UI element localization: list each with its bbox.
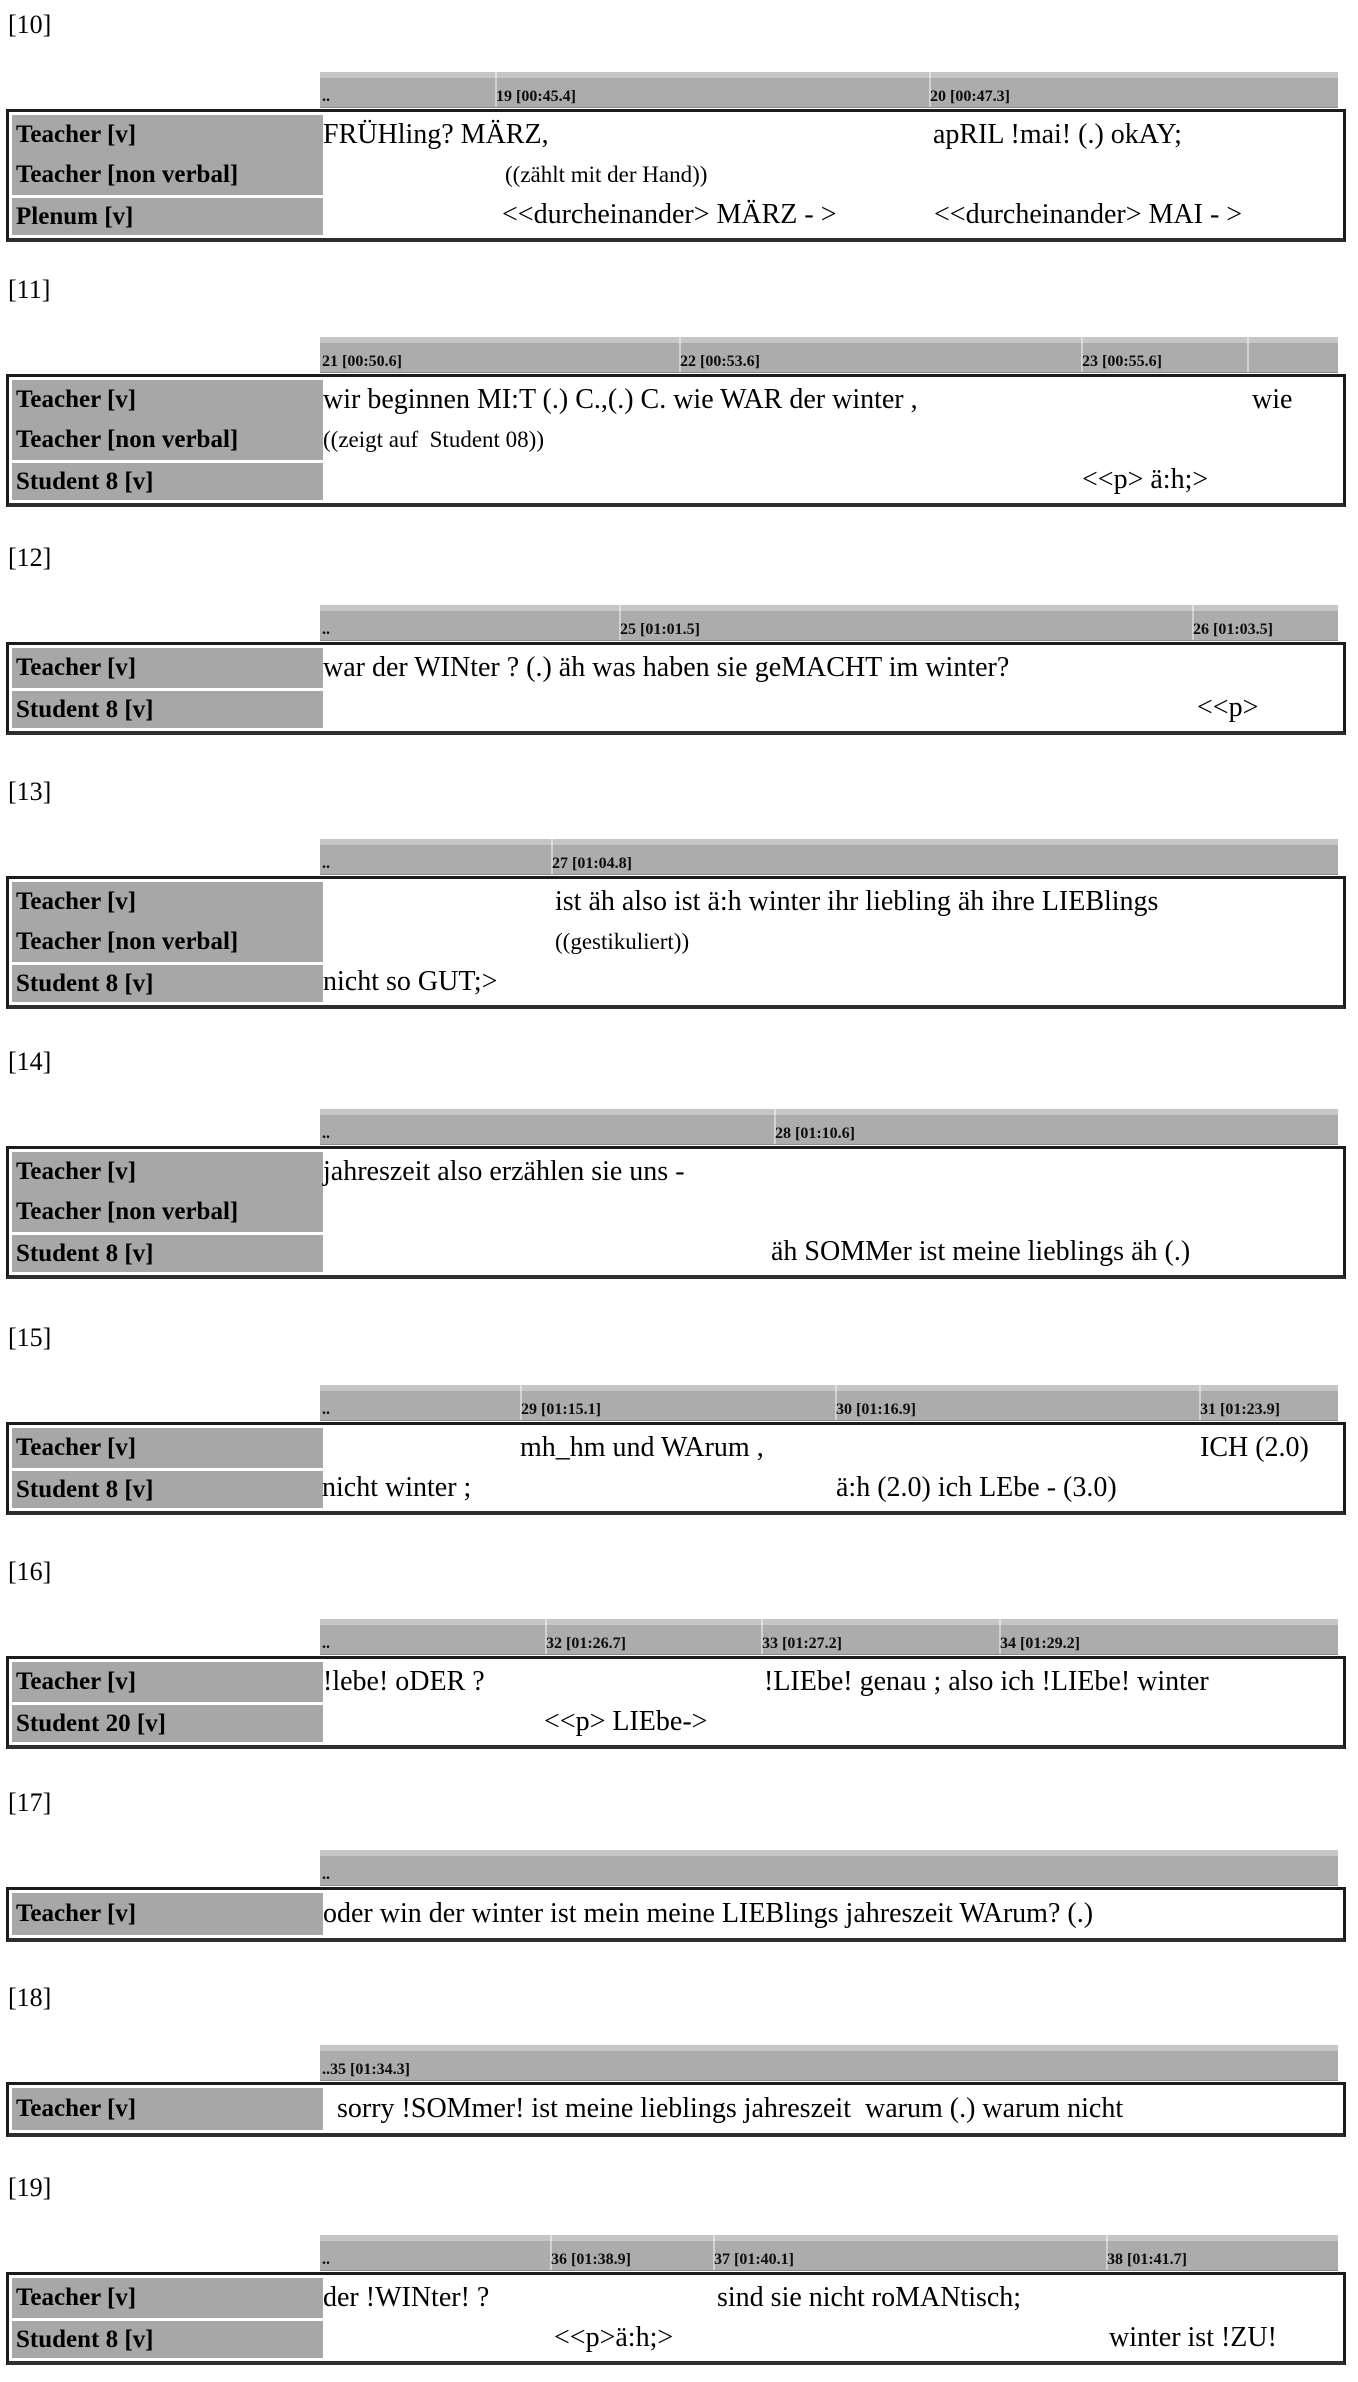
tier-content [323, 2278, 1343, 2318]
tier-content [323, 460, 1343, 500]
speaker-label: Teacher [v] [12, 1662, 323, 1702]
utterance: ä:h (2.0) ich LEbe - (3.0) [836, 1472, 1117, 1503]
tier-content [323, 155, 1343, 195]
speaker-label: Student 8 [v] [12, 1235, 323, 1272]
tier-content [323, 195, 1343, 235]
tier-row [12, 115, 1343, 155]
speaker-label: Student 20 [v] [12, 1705, 323, 1742]
tier-content [323, 1662, 1343, 1702]
timeline-tick: .. [322, 855, 330, 872]
timeline-tick: 37 [01:40.1] [714, 2251, 794, 2268]
tier-row [12, 922, 1343, 962]
utterance: nicht so GUT;> [323, 966, 498, 997]
transcript-block [6, 642, 1346, 735]
utterance: nicht winter ; [322, 1472, 472, 1503]
tier-content [323, 1152, 1343, 1192]
utterance: der !WINter! ? [323, 2282, 490, 2313]
tier-content [323, 380, 1343, 420]
tier-row [12, 460, 1343, 500]
timeline-bar [320, 1109, 1338, 1145]
tier-content [323, 1192, 1343, 1232]
speaker-label: Teacher [non verbal] [12, 155, 323, 195]
timeline-tick: .. [322, 1635, 330, 1652]
tier-content [323, 2088, 1343, 2130]
utterance: äh SOMMer ist meine lieblings äh (.) [771, 1236, 1191, 1267]
utterance: <<p>ä:h;> [554, 2322, 674, 2353]
tier-row [12, 420, 1343, 460]
tier-row [12, 1468, 1343, 1508]
segment-number: [16] [8, 1557, 52, 1586]
tier-row [12, 1428, 1343, 1468]
tier-content [323, 962, 1343, 1002]
tier-row [12, 648, 1343, 688]
transcript-block [6, 2082, 1346, 2137]
timeline-tick: .. [322, 1866, 330, 1883]
utterance: winter ist !ZU! [1109, 2322, 1277, 2353]
timeline-bar [320, 72, 1338, 108]
tier-row [12, 380, 1343, 420]
utterance: ((gestikuliert)) [555, 929, 690, 954]
utterance: war der WINter ? (.) äh was haben sie geMACHT im winter? [323, 652, 1010, 683]
speaker-label: Teacher [v] [12, 380, 323, 420]
timeline-bar [320, 337, 1338, 373]
tier-content [323, 420, 1343, 460]
utterance: apRIL !mai! (.) okAY; [933, 119, 1182, 150]
timeline-tick: 30 [01:16.9] [836, 1401, 916, 1418]
timeline-tick: 23 [00:55.6] [1082, 353, 1162, 370]
timeline-tick: 19 [00:45.4] [496, 88, 576, 105]
utterance: <<p> LIEbe-> [544, 1706, 708, 1737]
transcript-block [6, 1887, 1346, 1942]
timeline-tick: .. [322, 621, 330, 638]
tier-content [323, 2318, 1343, 2358]
segment-number: [15] [8, 1323, 52, 1352]
utterance: FRÜHling? MÄRZ, [323, 119, 549, 150]
speaker-label: Teacher [v] [12, 1893, 323, 1935]
utterance: ist äh also ist ä:h winter ihr liebling äh ihre LIEBlings [555, 886, 1159, 917]
timeline-tick: 32 [01:26.7] [546, 1635, 626, 1652]
tier-row [12, 1702, 1343, 1742]
timeline-tick: .. [322, 1125, 330, 1142]
speaker-label: Student 8 [v] [12, 1471, 323, 1508]
speaker-label: Teacher [v] [12, 882, 323, 922]
tier-content [323, 648, 1343, 688]
utterance: !lebe! oDER ? [323, 1666, 485, 1697]
transcript-block [6, 1422, 1346, 1515]
speaker-label: Student 8 [v] [12, 2321, 323, 2358]
timeline-tick: 21 [00:50.6] [322, 353, 402, 370]
timeline-bar [320, 1619, 1338, 1655]
timeline-tick: 27 [01:04.8] [552, 855, 632, 872]
timeline-bar [320, 2235, 1338, 2271]
timeline-bar [320, 2045, 1338, 2081]
timeline-tick: 28 [01:10.6] [775, 1125, 855, 1142]
tier-row [12, 1152, 1343, 1192]
segment-number: [14] [8, 1047, 52, 1076]
speaker-label: Teacher [v] [12, 115, 323, 155]
timeline-tick: 26 [01:03.5] [1193, 621, 1273, 638]
utterance: <<durcheinander> MÄRZ - > [502, 199, 837, 230]
tier-content [323, 1232, 1343, 1272]
tier-content [323, 115, 1343, 155]
tier-row [12, 2088, 1343, 2130]
speaker-label: Teacher [non verbal] [12, 1192, 323, 1232]
transcript-block [6, 2272, 1346, 2365]
tier-content [323, 1893, 1343, 1935]
utterance: ((zeigt auf Student 08)) [323, 427, 544, 452]
utterance: wie [1252, 384, 1293, 415]
timeline-tick-divider [1247, 337, 1249, 372]
speaker-label: Teacher [v] [12, 1428, 323, 1468]
segment-number: [19] [8, 2173, 52, 2202]
tier-content [323, 882, 1343, 922]
speaker-label: Teacher [v] [12, 2088, 323, 2130]
tier-content [323, 1468, 1343, 1508]
utterance: ((zählt mit der Hand)) [505, 162, 708, 187]
timeline-tick: 38 [01:41.7] [1107, 2251, 1187, 2268]
speaker-label: Plenum [v] [12, 198, 323, 235]
utterance: <<p> [1197, 692, 1259, 723]
timeline-tick: 25 [01:01.5] [620, 621, 700, 638]
tier-row [12, 962, 1343, 1002]
utterance: sorry !SOMmer! ist meine lieblings jahreszeit warum (.) warum nicht [337, 2093, 1124, 2124]
transcript-block [6, 1146, 1346, 1279]
timeline-tick: .. [322, 1401, 330, 1418]
segment-number: [13] [8, 777, 52, 806]
timeline-bar [320, 1385, 1338, 1421]
timeline-tick: .. [322, 2251, 330, 2268]
speaker-label: Student 8 [v] [12, 965, 323, 1002]
transcript-block [6, 876, 1346, 1009]
timeline-tick: 20 [00:47.3] [930, 88, 1010, 105]
transcript-block [6, 109, 1346, 242]
transcript-block [6, 1656, 1346, 1749]
tier-row [12, 2318, 1343, 2358]
timeline-tick: 22 [00:53.6] [680, 353, 760, 370]
segment-number: [18] [8, 1983, 52, 2012]
utterance: ICH (2.0) [1200, 1432, 1309, 1463]
speaker-label: Teacher [non verbal] [12, 922, 323, 962]
utterance: sind sie nicht roMANtisch; [717, 2282, 1022, 2313]
tier-row [12, 195, 1343, 235]
timeline-tick: 31 [01:23.9] [1200, 1401, 1280, 1418]
utterance: oder win der winter ist mein meine LIEBlings jahreszeit WArum? (.) [323, 1898, 1094, 1929]
utterance: mh_hm und WArum , [520, 1432, 764, 1463]
segment-number: [17] [8, 1788, 52, 1817]
timeline-bar [320, 1850, 1338, 1886]
tier-content [323, 1428, 1343, 1468]
tier-row [12, 2278, 1343, 2318]
utterance: !LIEbe! genau ; also ich !LIEbe! winter [764, 1666, 1209, 1697]
tier-row [12, 1893, 1343, 1935]
tier-row [12, 1232, 1343, 1272]
utterance: <<durcheinander> MAI - > [934, 199, 1243, 230]
transcript-block [6, 374, 1346, 507]
timeline-bar [320, 605, 1338, 641]
tier-row [12, 1192, 1343, 1232]
tier-row [12, 688, 1343, 728]
tier-row [12, 155, 1343, 195]
speaker-label: Teacher [non verbal] [12, 420, 323, 460]
tier-content [323, 688, 1343, 728]
timeline-tick: 34 [01:29.2] [1000, 1635, 1080, 1652]
timeline-bar [320, 839, 1338, 875]
segment-number: [10] [8, 10, 52, 39]
tier-content [323, 922, 1343, 962]
segment-number: [11] [8, 275, 51, 304]
segment-number: [12] [8, 543, 52, 572]
timeline-tick: 33 [01:27.2] [762, 1635, 842, 1652]
timeline-tick: .. [322, 88, 330, 105]
speaker-label: Teacher [v] [12, 1152, 323, 1192]
speaker-label: Teacher [v] [12, 648, 323, 688]
timeline-tick: 36 [01:38.9] [551, 2251, 631, 2268]
utterance: jahreszeit also erzählen sie uns - [323, 1156, 685, 1187]
timeline-tick: 29 [01:15.1] [521, 1401, 601, 1418]
tier-content [323, 1702, 1343, 1742]
speaker-label: Student 8 [v] [12, 691, 323, 728]
speaker-label: Student 8 [v] [12, 463, 323, 500]
utterance: <<p> ä:h;> [1082, 464, 1209, 495]
timeline-tick: ..35 [01:34.3] [322, 2061, 410, 2078]
speaker-label: Teacher [v] [12, 2278, 323, 2318]
tier-row [12, 1662, 1343, 1702]
tier-row [12, 882, 1343, 922]
utterance: wir beginnen MI:T (.) C.,(.) C. wie WAR der winter , [323, 384, 918, 415]
